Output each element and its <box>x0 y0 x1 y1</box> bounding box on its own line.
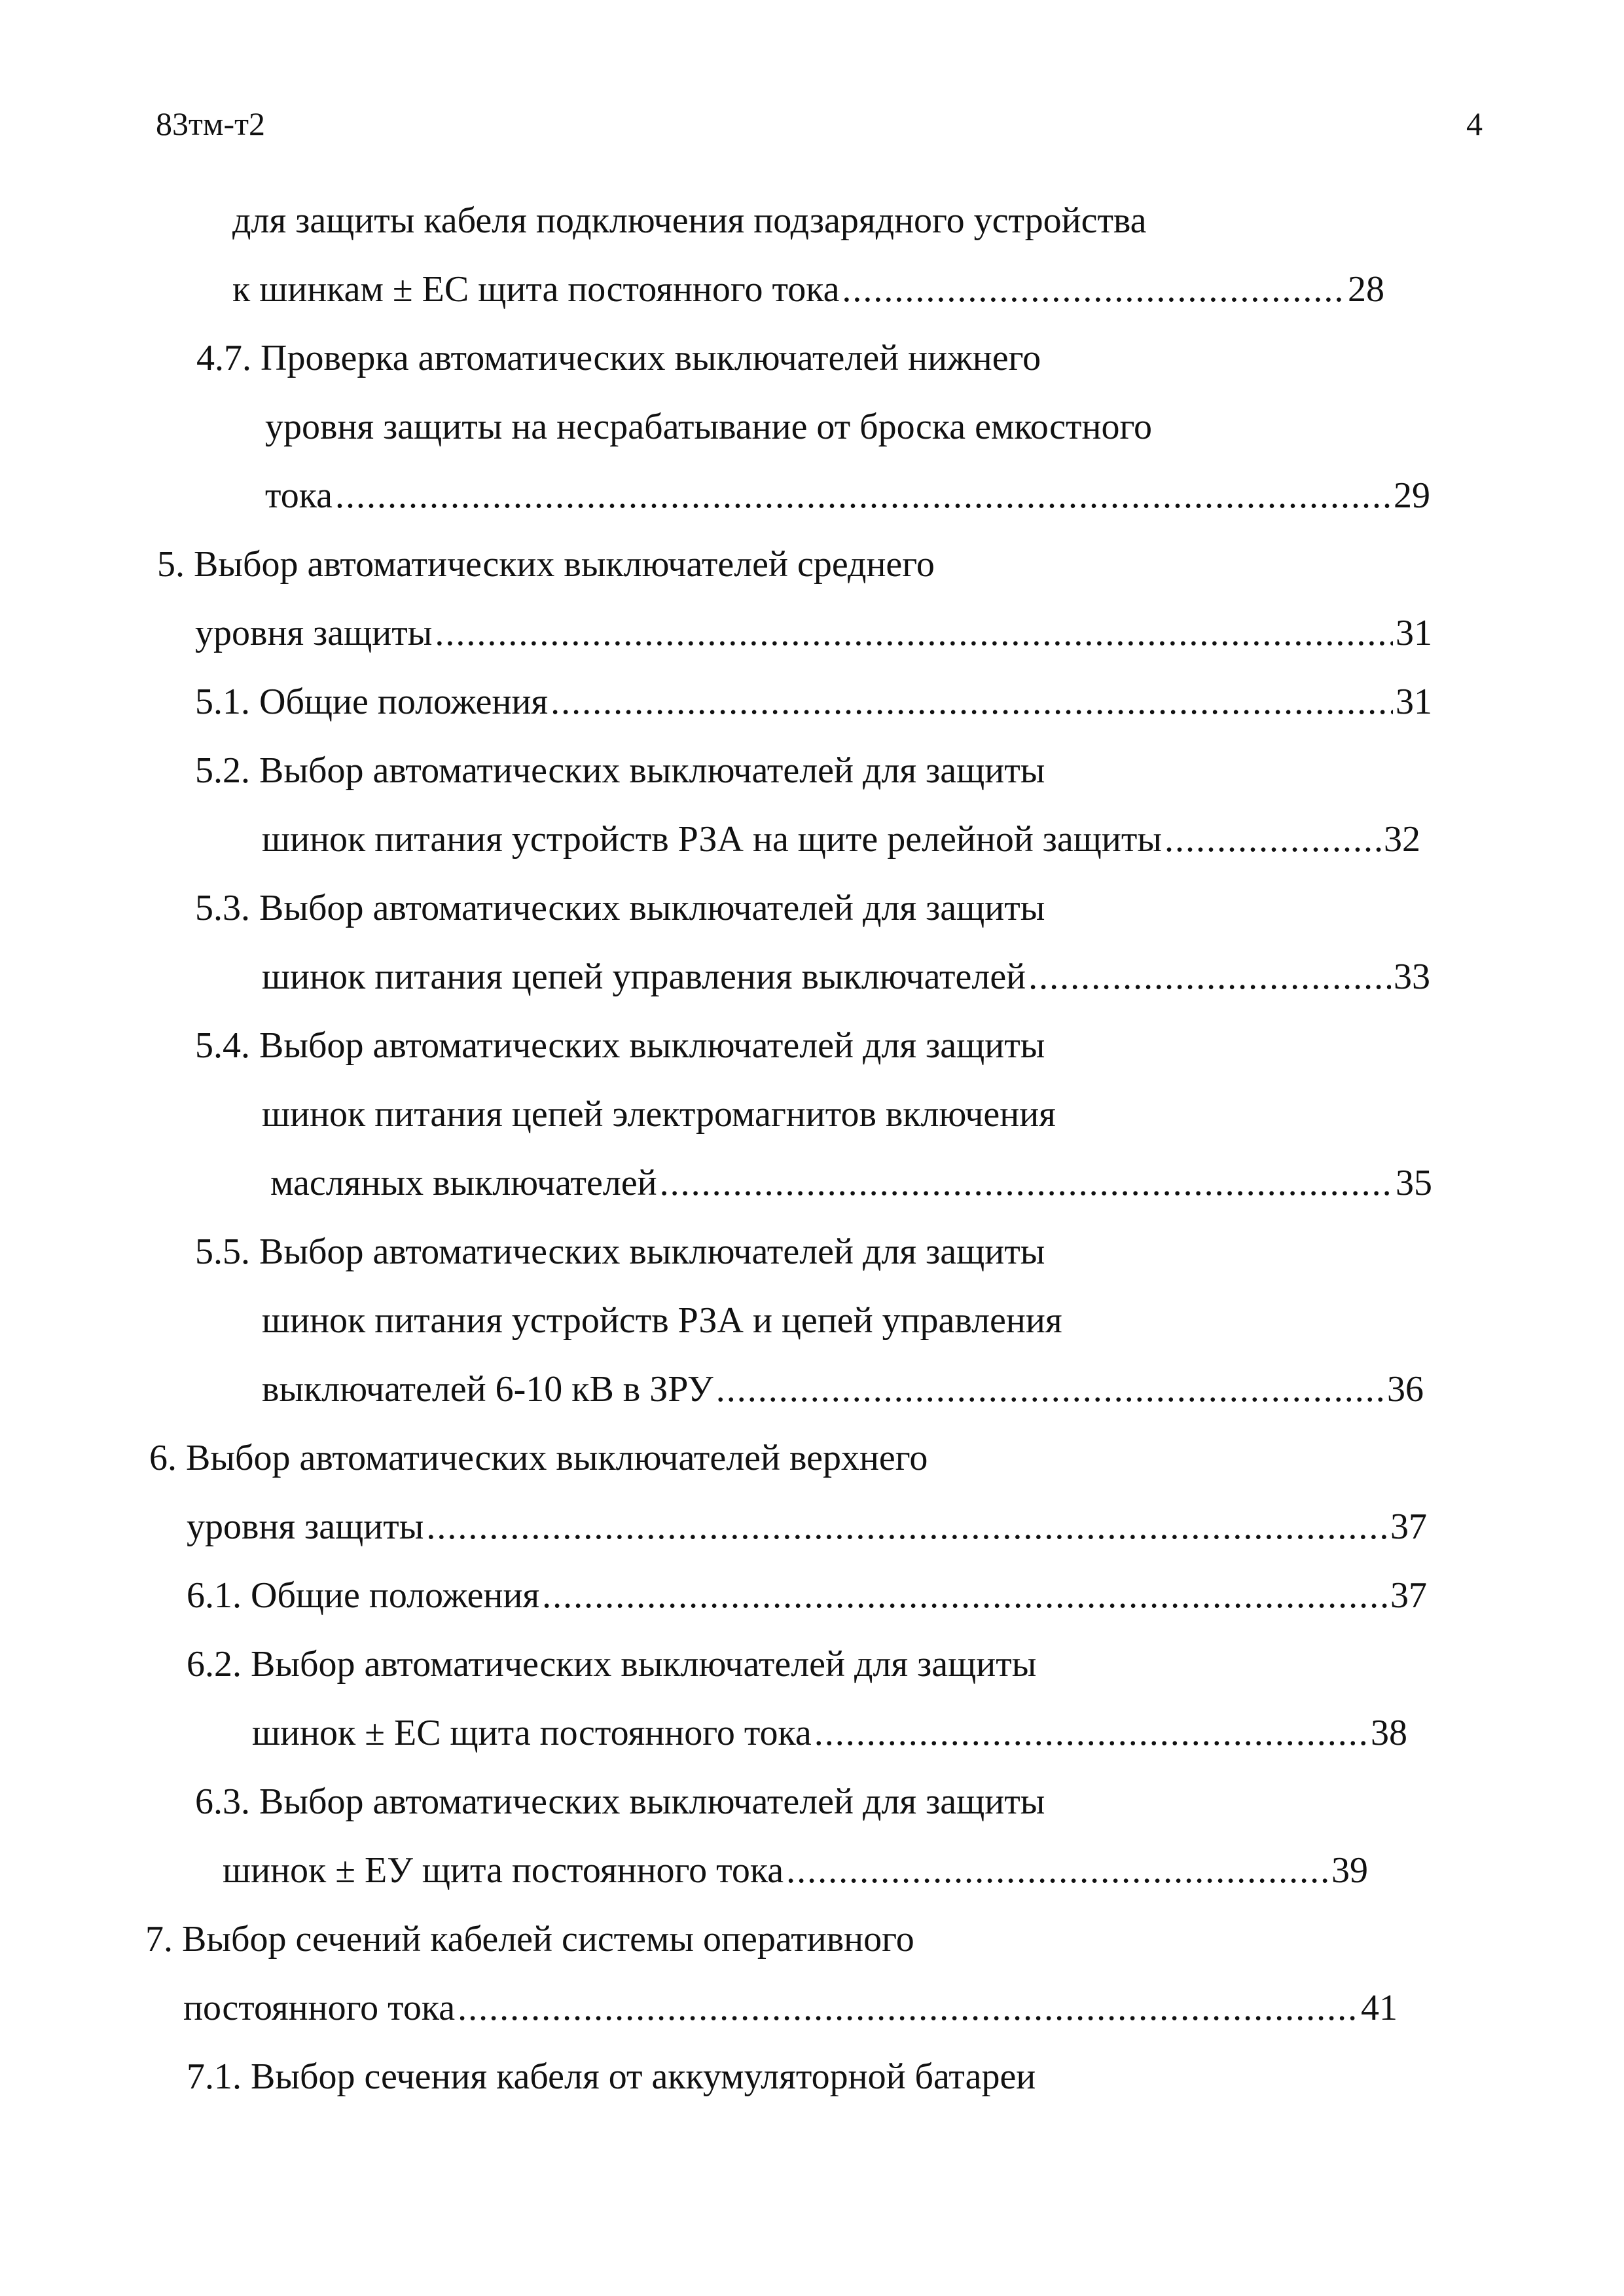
dot-leader <box>814 1710 1368 1756</box>
toc-line <box>252 1710 1407 1756</box>
toc-entry-text: масляных выключателей <box>270 1163 657 1203</box>
dot-leader <box>435 610 1393 656</box>
dot-leader <box>1028 954 1391 1000</box>
toc-line <box>145 1916 914 1962</box>
toc-line <box>195 1229 1045 1275</box>
toc-page-number: 29 <box>1394 475 1430 516</box>
toc-page-number: 38 <box>1371 1713 1407 1753</box>
toc-page-number: 28 <box>1348 269 1384 310</box>
toc-line <box>262 1366 1424 1412</box>
toc-entry-text: 5. Выбор автоматических выключателей среднего <box>157 544 935 585</box>
page-number: 4 <box>1466 105 1483 142</box>
dot-leader <box>426 1504 1388 1550</box>
toc-line <box>195 1023 1045 1068</box>
toc-entry-text: 7. Выбор сечений кабелей системы оперативного <box>145 1919 914 1959</box>
toc-entry-text: шинок ± ЕУ щита постоянного тока <box>223 1850 784 1891</box>
toc-page-number: 39 <box>1331 1850 1368 1891</box>
toc-line <box>262 954 1430 1000</box>
dot-leader <box>842 266 1345 312</box>
toc-line <box>195 885 1045 931</box>
toc-entry-text: тока <box>265 475 333 516</box>
toc-line <box>187 1504 1427 1550</box>
toc-entry-text: шинок питания цепей электромагнитов включения <box>262 1094 1056 1135</box>
toc-page-number: 33 <box>1394 957 1430 997</box>
toc-page-number: 35 <box>1396 1163 1432 1203</box>
toc-entry-text: 5.4. Выбор автоматических выключателей для защиты <box>195 1025 1045 1066</box>
toc-entry-text: шинок питания устройств РЗА на щите релейной защиты <box>262 819 1162 860</box>
toc-line <box>187 1573 1427 1618</box>
toc-entry-text: 5.1. Общие положения <box>195 682 549 722</box>
dot-leader <box>660 1160 1393 1206</box>
toc-entry-text: 5.3. Выбор автоматических выключателей для защиты <box>195 888 1045 928</box>
toc-page-number: 31 <box>1396 613 1432 653</box>
toc-entry-text: для защиты кабеля подключения подзарядного устройства <box>232 200 1147 241</box>
toc-page-number: 37 <box>1390 1506 1427 1547</box>
toc-page-number: 36 <box>1387 1369 1424 1410</box>
toc-entry-text: 6.3. Выбор автоматических выключателей для защиты <box>195 1781 1045 1822</box>
toc-entry-text: выключателей 6-10 кВ в ЗРУ <box>262 1369 713 1410</box>
toc-line <box>265 404 1152 450</box>
toc-line <box>223 1848 1368 1893</box>
toc-line <box>157 541 935 587</box>
toc-entry-text: шинок питания цепей управления выключателей <box>262 957 1026 997</box>
toc-entry-text: 5.5. Выбор автоматических выключателей для защиты <box>195 1231 1045 1272</box>
dot-leader <box>458 1985 1358 2031</box>
toc-line <box>195 610 1432 656</box>
toc-line <box>149 1435 928 1481</box>
toc-page-number: 32 <box>1384 819 1420 860</box>
toc-entry-text: постоянного тока <box>183 1988 456 2028</box>
toc-line <box>196 335 1041 381</box>
toc-line <box>232 266 1384 312</box>
toc-line <box>262 816 1420 862</box>
toc-page-number: 31 <box>1396 682 1432 722</box>
toc-entry-text: 4.7. Проверка автоматических выключателей нижнего <box>196 338 1041 378</box>
dot-leader <box>786 1848 1329 1893</box>
toc-entry-text: к шинкам ± ЕС щита постоянного тока <box>232 269 840 310</box>
toc-entry-text: уровня защиты <box>187 1506 424 1547</box>
toc-entry-text: 5.2. Выбор автоматических выключателей для защиты <box>195 750 1045 791</box>
toc-line <box>183 1985 1398 2031</box>
dot-leader <box>335 473 1391 519</box>
toc-entry-text: 6.1. Общие положения <box>187 1575 540 1616</box>
toc-line <box>265 473 1430 519</box>
toc-page-number: 37 <box>1390 1575 1427 1616</box>
toc-line <box>232 198 1146 244</box>
toc-entry-text: 6.2. Выбор автоматических выключателей для защиты <box>187 1644 1037 1685</box>
document-code: 83тм-т2 <box>156 105 265 142</box>
dot-leader <box>1164 816 1381 862</box>
toc-entry-text: 6. Выбор автоматических выключателей верхнего <box>149 1438 928 1478</box>
toc-entry-text: шинок ± ЕС щита постоянного тока <box>252 1713 812 1753</box>
toc-entry-text: шинок питания устройств РЗА и цепей управления <box>262 1300 1062 1341</box>
toc-line <box>270 1160 1432 1206</box>
toc-line <box>195 679 1432 725</box>
dot-leader <box>716 1366 1384 1412</box>
toc-line <box>187 2054 1036 2100</box>
dot-leader <box>542 1573 1388 1618</box>
toc-entry-text: уровня защиты <box>195 613 433 653</box>
dot-leader <box>550 679 1393 725</box>
toc-entry-text: 7.1. Выбор сечения кабеля от аккумуляторной батареи <box>187 2056 1036 2097</box>
toc-page-number: 41 <box>1361 1988 1398 2028</box>
toc-line <box>187 1641 1036 1687</box>
toc-line <box>195 1779 1045 1825</box>
toc-line <box>262 1298 1062 1343</box>
toc-entry-text: уровня защиты на несрабатывание от броска емкостного <box>265 407 1153 447</box>
toc-line <box>195 748 1045 793</box>
toc-line <box>262 1091 1056 1137</box>
